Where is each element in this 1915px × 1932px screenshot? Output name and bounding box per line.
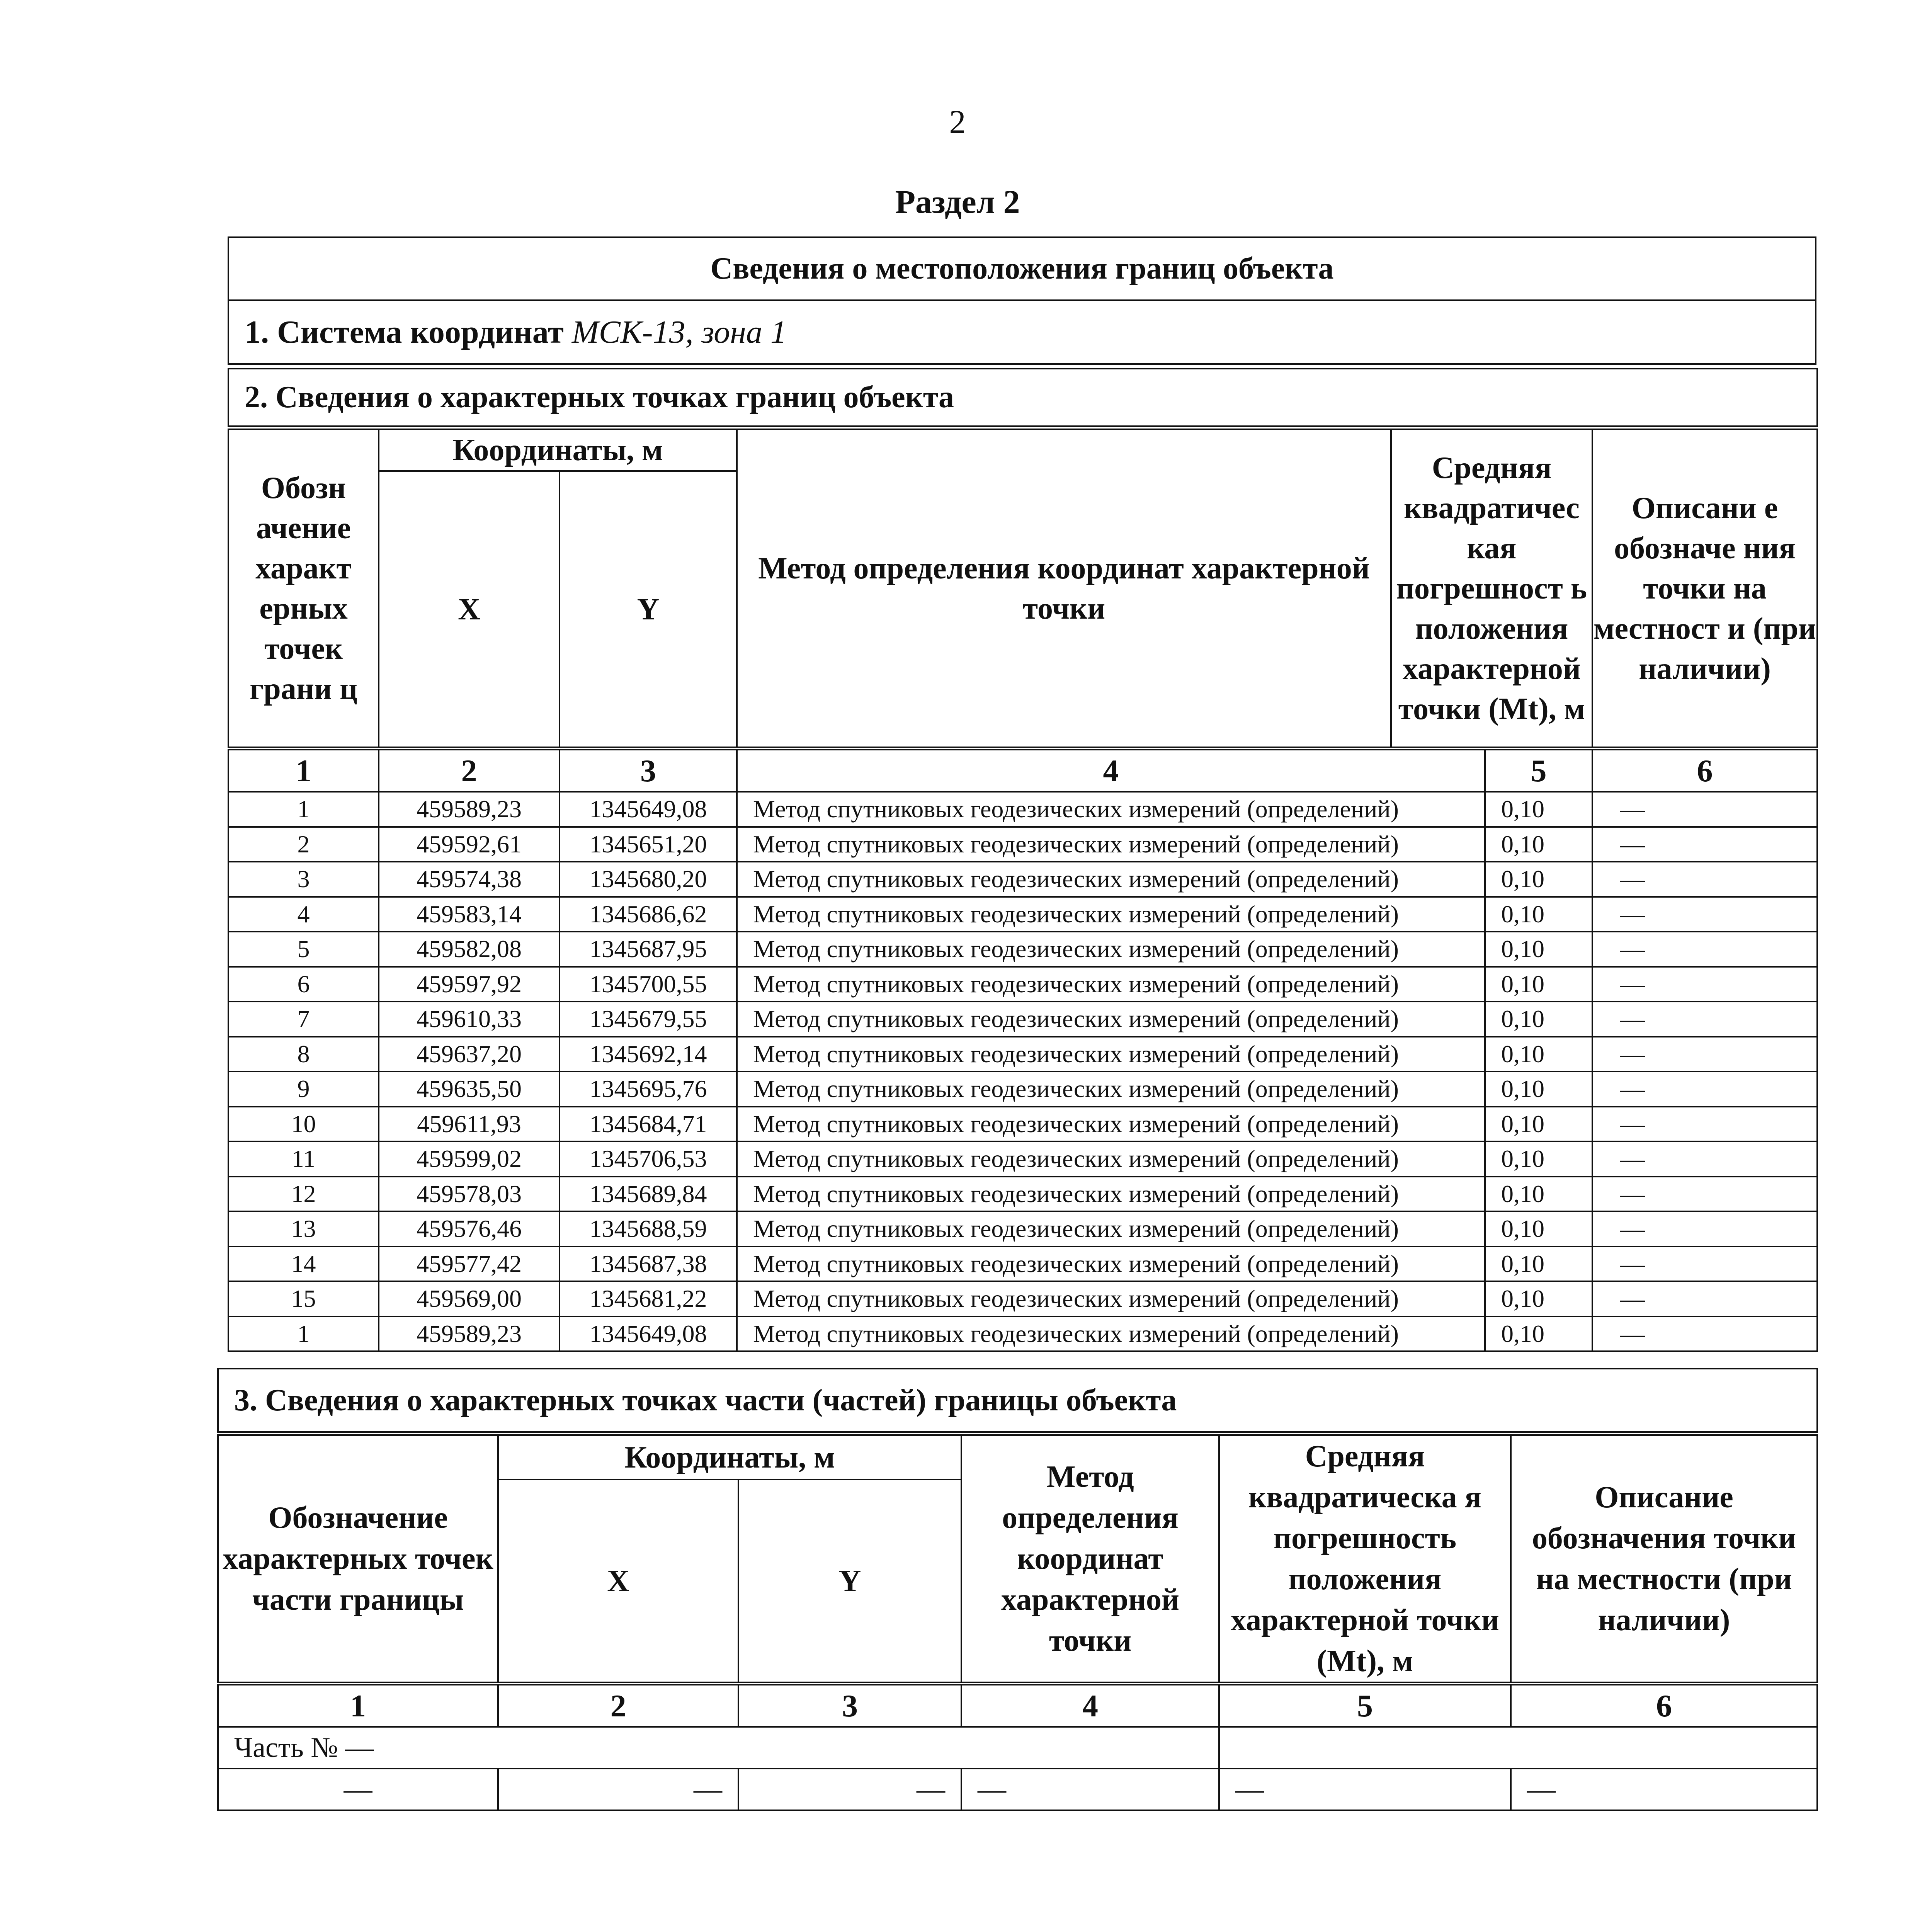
part-boundary-points-table: [217, 1368, 1818, 1811]
point-y: 1345687,95: [560, 932, 737, 967]
part-label: Часть № —: [218, 1727, 1219, 1769]
column-number: 1: [218, 1684, 498, 1727]
point-accuracy: 0,10: [1485, 1211, 1592, 1247]
column-number: 5: [1219, 1684, 1511, 1727]
point-y: 1345651,20: [560, 827, 737, 862]
table-row: [228, 1037, 1817, 1072]
point-y: 1345688,59: [560, 1211, 737, 1247]
point-description: —: [1592, 827, 1817, 862]
column-number: 5: [1485, 748, 1592, 792]
part-header-method: Метод определения координат характерной точки: [961, 1434, 1219, 1684]
point-description: —: [1592, 967, 1817, 1002]
point-method: Метод спутниковых геодезических измерений (определений): [737, 1002, 1485, 1037]
point-y: 1345689,84: [560, 1177, 737, 1212]
point-description: —: [1592, 1281, 1817, 1316]
point-description: —: [1592, 1247, 1817, 1282]
point-y: 1345686,62: [560, 897, 737, 932]
point-description: —: [1592, 1316, 1817, 1352]
point-y: 1345649,08: [560, 1316, 737, 1352]
dash-cell: —: [1219, 1769, 1511, 1810]
header-y: Y: [560, 471, 737, 748]
point-accuracy: 0,10: [1485, 932, 1592, 967]
point-x: 459637,20: [379, 1037, 560, 1072]
boundary-points-block: [228, 368, 1816, 1352]
table-row: [228, 1071, 1817, 1107]
point-y: 1345649,08: [560, 792, 737, 827]
point-x: 459577,42: [379, 1247, 560, 1282]
page-number: 2: [949, 103, 966, 140]
point-method: Метод спутниковых геодезических измерений (определений): [737, 1211, 1485, 1247]
column-number: 4: [961, 1684, 1219, 1727]
point-description: —: [1592, 1141, 1817, 1177]
point-accuracy: 0,10: [1485, 897, 1592, 932]
point-number: 11: [228, 1141, 379, 1177]
dash-cell: —: [1511, 1769, 1817, 1810]
table-row: [228, 897, 1817, 932]
point-y: 1345680,20: [560, 862, 737, 897]
point-description: —: [1592, 862, 1817, 897]
point-accuracy: 0,10: [1485, 1002, 1592, 1037]
point-number: 13: [228, 1211, 379, 1247]
coordinate-system-value: МСК-13, зона 1: [571, 314, 787, 350]
table-row: [228, 967, 1817, 1002]
table-row: [228, 932, 1817, 967]
header-method: Метод определения координат характерной точки: [737, 428, 1391, 748]
point-accuracy: 0,10: [1485, 827, 1592, 862]
part-header-x: X: [498, 1480, 738, 1684]
part-label-empty: [1219, 1727, 1817, 1769]
column-number: 2: [498, 1684, 738, 1727]
point-accuracy: 0,10: [1485, 1141, 1592, 1177]
point-y: 1345684,71: [560, 1107, 737, 1142]
header-description: Описани е обозначе ния точки на местност и (при наличии): [1592, 428, 1817, 748]
point-method: Метод спутниковых геодезических измерений (определений): [737, 827, 1485, 862]
part-column-numbers-row: [218, 1684, 1817, 1727]
coordinate-system-row: [228, 300, 1816, 364]
dash-cell: —: [738, 1769, 961, 1810]
point-accuracy: 0,10: [1485, 1281, 1592, 1316]
point-description: —: [1592, 932, 1817, 967]
column-number: 6: [1592, 748, 1817, 792]
point-x: 459592,61: [379, 827, 560, 862]
part-header-designation: Обозначение характерных точек части границы: [218, 1434, 498, 1684]
point-y: 1345706,53: [560, 1141, 737, 1177]
point-accuracy: 0,10: [1485, 967, 1592, 1002]
table-row: [228, 1177, 1817, 1212]
boundary-points-rows: [228, 792, 1817, 1351]
point-description: —: [1592, 1071, 1817, 1107]
table-row: [228, 1247, 1817, 1282]
point-y: 1345681,22: [560, 1281, 737, 1316]
point-x: 459635,50: [379, 1071, 560, 1107]
part-header-description: Описание обозначения точки на местности (при наличии): [1511, 1434, 1817, 1684]
column-number: 4: [737, 748, 1485, 792]
point-x: 459610,33: [379, 1002, 560, 1037]
point-x: 459569,00: [379, 1281, 560, 1316]
column-number: 6: [1511, 1684, 1817, 1727]
point-x: 459578,03: [379, 1177, 560, 1212]
column-number: 3: [738, 1684, 961, 1727]
table-row: [228, 1316, 1817, 1352]
point-number: 2: [228, 827, 379, 862]
point-x: 459597,92: [379, 967, 560, 1002]
table-row: [228, 827, 1817, 862]
point-method: Метод спутниковых геодезических измерений (определений): [737, 1281, 1485, 1316]
part-points-title: 3. Сведения о характерных точках части (частей) границы объекта: [218, 1369, 1817, 1434]
point-accuracy: 0,10: [1485, 862, 1592, 897]
column-number: 3: [560, 748, 737, 792]
point-method: Метод спутниковых геодезических измерений (определений): [737, 967, 1485, 1002]
point-number: 8: [228, 1037, 379, 1072]
point-number: 3: [228, 862, 379, 897]
point-accuracy: 0,10: [1485, 1316, 1592, 1352]
point-accuracy: 0,10: [1485, 792, 1592, 827]
header-designation: Обозн ачение характ ерных точек грани ц: [228, 428, 379, 748]
section-title: Раздел 2: [895, 183, 1020, 220]
point-accuracy: 0,10: [1485, 1247, 1592, 1282]
column-number: 2: [379, 748, 560, 792]
part-dash-row: [218, 1769, 1817, 1810]
point-number: 15: [228, 1281, 379, 1316]
column-number: 1: [228, 748, 379, 792]
point-method: Метод спутниковых геодезических измерений (определений): [737, 792, 1485, 827]
point-accuracy: 0,10: [1485, 1071, 1592, 1107]
coordinate-system-label: 1. Система координат: [245, 314, 564, 350]
point-number: 14: [228, 1247, 379, 1282]
table-row: [228, 862, 1817, 897]
table-row: [228, 1281, 1817, 1316]
point-number: 1: [228, 1316, 379, 1352]
point-y: 1345695,76: [560, 1071, 737, 1107]
point-number: 1: [228, 792, 379, 827]
point-y: 1345679,55: [560, 1002, 737, 1037]
location-info-block: [228, 236, 1816, 365]
header-x: X: [379, 471, 560, 748]
point-method: Метод спутниковых геодезических измерений (определений): [737, 897, 1485, 932]
point-method: Метод спутниковых геодезических измерений (определений): [737, 862, 1485, 897]
point-x: 459611,93: [379, 1107, 560, 1142]
table-row: [228, 1002, 1817, 1037]
dash-cell: —: [498, 1769, 738, 1810]
header-accuracy: Средняя квадратичес кая погрешност ь положения характерной точки (Mt), м: [1391, 428, 1592, 748]
point-x: 459583,14: [379, 897, 560, 932]
location-info-table: [228, 236, 1816, 365]
point-x: 459599,02: [379, 1141, 560, 1177]
point-method: Метод спутниковых геодезических измерений (определений): [737, 1071, 1485, 1107]
table-row: [228, 1107, 1817, 1142]
dash-cell: —: [218, 1769, 498, 1810]
point-method: Метод спутниковых геодезических измерений (определений): [737, 1177, 1485, 1212]
point-accuracy: 0,10: [1485, 1177, 1592, 1212]
point-x: 459574,38: [379, 862, 560, 897]
point-number: 7: [228, 1002, 379, 1037]
point-description: —: [1592, 792, 1817, 827]
point-description: —: [1592, 1002, 1817, 1037]
point-description: —: [1592, 1107, 1817, 1142]
point-number: 9: [228, 1071, 379, 1107]
point-description: —: [1592, 1177, 1817, 1212]
point-x: 459576,46: [379, 1211, 560, 1247]
dash-cell: —: [961, 1769, 1219, 1810]
point-number: 10: [228, 1107, 379, 1142]
point-accuracy: 0,10: [1485, 1037, 1592, 1072]
boundary-points-title: 2. Сведения о характерных точках границ объекта: [228, 369, 1817, 428]
point-method: Метод спутниковых геодезических измерений (определений): [737, 1316, 1485, 1352]
point-y: 1345687,38: [560, 1247, 737, 1282]
point-accuracy: 0,10: [1485, 1107, 1592, 1142]
point-x: 459589,23: [379, 1316, 560, 1352]
point-description: —: [1592, 897, 1817, 932]
table-row: [228, 1141, 1817, 1177]
boundary-points-table: [228, 368, 1818, 1352]
point-method: Метод спутниковых геодезических измерений (определений): [737, 932, 1485, 967]
location-info-header: Сведения о местоположения границ объекта: [228, 237, 1816, 300]
point-description: —: [1592, 1037, 1817, 1072]
point-method: Метод спутниковых геодезических измерений (определений): [737, 1141, 1485, 1177]
point-method: Метод спутниковых геодезических измерений (определений): [737, 1247, 1485, 1282]
point-number: 5: [228, 932, 379, 967]
part-header-coordinates: Координаты, м: [498, 1434, 961, 1480]
table-row: [228, 1211, 1817, 1247]
part-label-row: [218, 1727, 1817, 1769]
point-x: 459589,23: [379, 792, 560, 827]
point-method: Метод спутниковых геодезических измерений (определений): [737, 1107, 1485, 1142]
part-boundary-points-block: [217, 1368, 1816, 1811]
point-y: 1345700,55: [560, 967, 737, 1002]
column-numbers-row: [228, 748, 1817, 792]
point-number: 12: [228, 1177, 379, 1212]
point-number: 4: [228, 897, 379, 932]
part-header-accuracy: Средняя квадратическа я погрешность положения характерной точки (Mt), м: [1219, 1434, 1511, 1684]
point-description: —: [1592, 1211, 1817, 1247]
point-y: 1345692,14: [560, 1037, 737, 1072]
point-x: 459582,08: [379, 932, 560, 967]
point-method: Метод спутниковых геодезических измерений (определений): [737, 1037, 1485, 1072]
header-coordinates: Координаты, м: [379, 428, 737, 471]
table-row: [228, 792, 1817, 827]
part-header-y: Y: [738, 1480, 961, 1684]
point-number: 6: [228, 967, 379, 1002]
